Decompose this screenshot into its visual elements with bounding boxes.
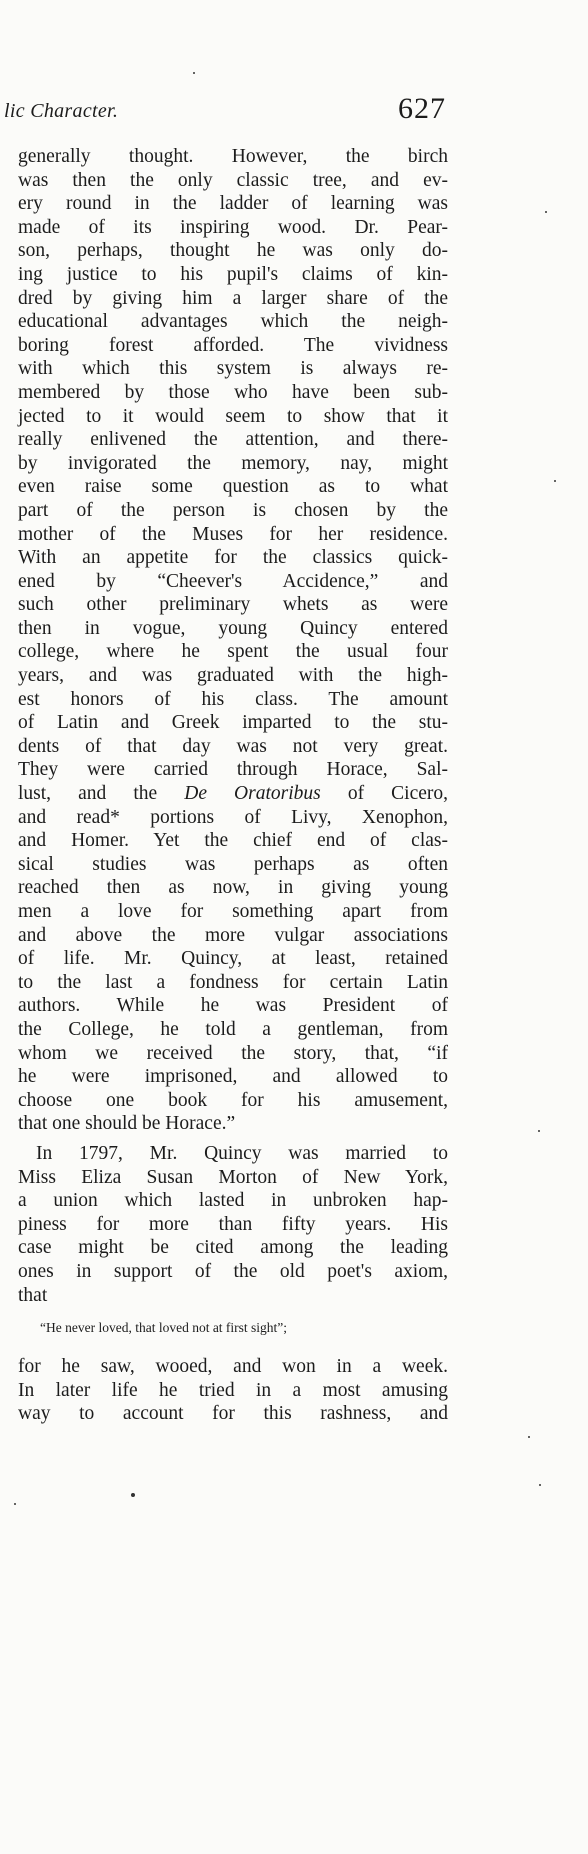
scan-speck [131, 1493, 135, 1497]
text-line: then in vogue, young Quincy entered [18, 617, 448, 639]
text-line: piness for more than fifty years. His [18, 1213, 448, 1235]
paragraph-2 [18, 1142, 448, 1426]
text-line: really enlivened the attention, and there- [18, 429, 448, 451]
text-line: They were carried through Horace, Sal- [18, 759, 448, 781]
text-line: In later life he tried in a most amusing [18, 1379, 448, 1401]
text-line: to the last a fondness for certain Latin [18, 971, 448, 993]
text-line: authors. While he was President of [18, 995, 448, 1017]
page-header [4, 82, 446, 126]
text-line: est honors of his class. The amount [18, 688, 448, 710]
scan-speck [539, 1484, 541, 1486]
text-line: he were imprisoned, and allowed to [18, 1066, 448, 1088]
scan-speck [538, 1130, 540, 1132]
text-line: and read* portions of Livy, Xenophon, [18, 806, 448, 828]
text-line: jected to it would seem to show that it [18, 405, 448, 427]
body-text [18, 145, 448, 1426]
text-line: educational advantages which the neigh- [18, 311, 448, 333]
text-line: men a love for something apart from [18, 901, 448, 922]
text-segment: lust, and the [18, 783, 185, 805]
scan-speck [193, 72, 195, 74]
text-line: boring forest afforded. The vividness [18, 334, 448, 356]
text-line: ones in support of the old poet's axiom, [18, 1260, 448, 1282]
text-line: for he saw, wooed, and won in a week. [18, 1356, 448, 1378]
scan-speck [554, 480, 556, 482]
paragraph-1 [18, 145, 448, 1136]
text-line: Miss Eliza Susan Morton of New York, [18, 1166, 448, 1188]
text-line: that one should be Horace.” [18, 1113, 236, 1135]
text-line: even raise some question as to what [18, 476, 448, 498]
text-line: was then the only classic tree, and ev- [18, 169, 448, 191]
scan-speck [545, 211, 547, 213]
text-line: ing justice to his pupil's claims of kin- [18, 263, 448, 285]
text-line: a union which lasted in unbroken hap- [18, 1190, 448, 1212]
text-line: case might be cited among the leading [18, 1237, 448, 1259]
text-segment: of Cicero, [320, 783, 448, 805]
block-quote: “He never loved, that loved not at first sight”; [40, 1320, 288, 1336]
text-line: and above the more vulgar associations [18, 924, 448, 946]
text-line: ened by “Cheever's Accidence,” and [18, 570, 448, 592]
text-line: mother of the Muses for her residence. [18, 523, 448, 545]
text-line: with which this system is always re- [18, 358, 448, 380]
text-line: and Homer. Yet the chief end of clas- [18, 830, 448, 852]
text-line-with-italic-title [18, 782, 448, 806]
text-line: way to account for this rashness, and [18, 1403, 448, 1425]
running-head: lic Character. [4, 100, 119, 122]
text-line: generally thought. However, the birch [18, 146, 448, 167]
text-line: made of its inspiring wood. Dr. Pear- [18, 216, 448, 238]
scan-speck [528, 1436, 530, 1438]
text-line: sical studies was perhaps as often [18, 853, 448, 875]
text-line: dred by giving him a larger share of the [18, 287, 448, 309]
text-line: dents of that day was not very great. [18, 735, 448, 757]
text-line: With an appetite for the classics quick- [18, 547, 448, 569]
text-line: membered by those who have been sub- [18, 381, 448, 403]
text-line: the College, he told a gentleman, from [18, 1018, 448, 1040]
text-line: of Latin and Greek imparted to the stu- [18, 712, 448, 734]
text-line: college, where he spent the usual four [18, 641, 448, 663]
scan-speck [14, 1503, 16, 1505]
page-number: 627 [398, 92, 446, 125]
text-line: part of the person is chosen by the [18, 499, 448, 521]
text-line: such other preliminary whets as were [18, 594, 448, 616]
text-line: ery round in the ladder of learning was [18, 193, 448, 215]
text-line: whom we received the story, that, “if [18, 1042, 448, 1064]
text-line: reached then as now, in giving young [18, 877, 448, 899]
text-line: by invigorated the memory, nay, might [18, 452, 448, 474]
italic-work-title: De Oratoribus [184, 783, 321, 805]
text-line: that [18, 1284, 48, 1306]
text-line: of life. Mr. Quincy, at least, retained [18, 948, 448, 970]
text-line: In 1797, Mr. Quincy was married to [36, 1142, 448, 1164]
text-line: choose one book for his amusement, [18, 1089, 448, 1111]
text-line: years, and was graduated with the high- [18, 665, 448, 687]
text-line: son, perhaps, thought he was only do- [18, 240, 448, 262]
